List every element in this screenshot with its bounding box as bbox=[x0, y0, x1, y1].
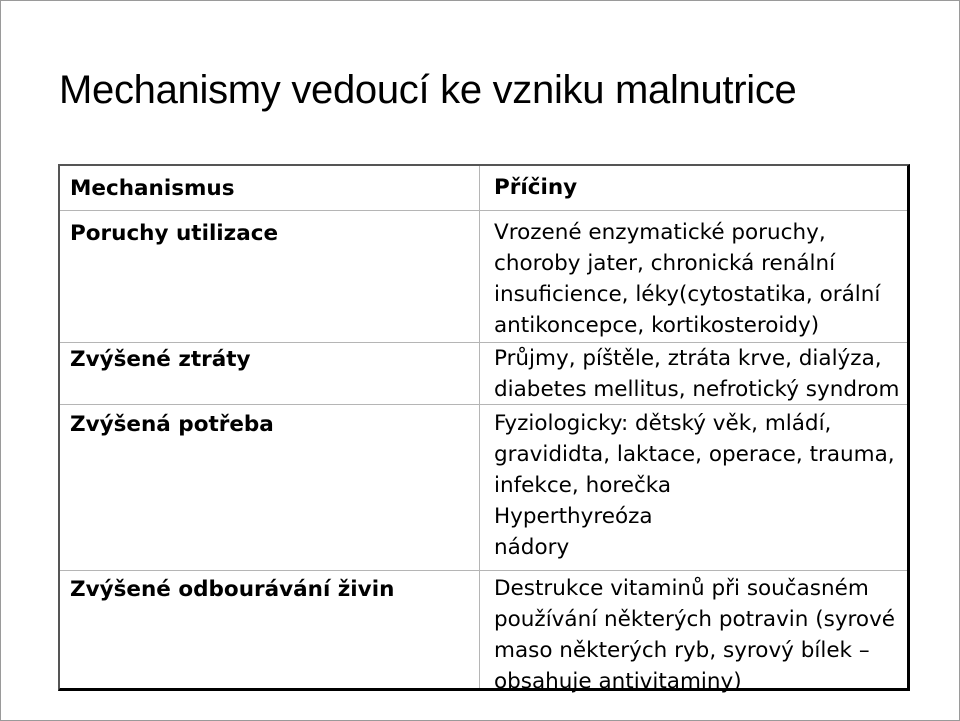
causes-cell bbox=[494, 343, 899, 405]
mechanism-cell: Poruchy utilizace bbox=[70, 221, 279, 246]
cause-line: Destrukce vitaminů při současném bbox=[494, 576, 869, 601]
cause-line: Průjmy, píštěle, ztráta krve, dialýza, bbox=[494, 346, 882, 371]
cause-line: infekce, horečka bbox=[494, 473, 672, 498]
mechanism-column bbox=[60, 166, 480, 688]
header-mechanism: Mechanismus bbox=[70, 176, 235, 201]
causes-cell bbox=[494, 573, 895, 697]
mechanism-table bbox=[58, 164, 910, 694]
cause-line: choroby jater, chronická renální bbox=[494, 251, 836, 276]
cause-line: insuficience, léky(cytostatika, orální bbox=[494, 282, 881, 307]
slide-title: Mechanismy vedoucí ke vzniku malnutrice bbox=[59, 68, 797, 112]
mechanism-cell: Zvýšené ztráty bbox=[70, 347, 251, 372]
mechanism-cell: Zvýšená potřeba bbox=[70, 412, 274, 437]
cause-line: obsahuje antivitaminy) bbox=[494, 669, 742, 694]
mechanism-cell: Zvýšené odbourávání živin bbox=[70, 577, 395, 602]
cause-line: gravididta, laktace, operace, trauma, bbox=[494, 442, 895, 467]
header-causes: Příčiny bbox=[494, 175, 578, 200]
cause-line: Hyperthyreóza bbox=[494, 504, 653, 529]
causes-cell bbox=[494, 217, 880, 341]
cause-line: používání některých potravin (syrové bbox=[494, 607, 896, 632]
cause-line: diabetes mellitus, nefrotický syndrom bbox=[494, 377, 900, 402]
cause-line: Vrozené enzymatické poruchy, bbox=[494, 220, 826, 245]
cause-line: maso některých ryb, syrový bílek – bbox=[494, 638, 870, 663]
causes-column bbox=[480, 166, 907, 694]
cause-line: Fyziologicky: dětský věk, mládí, bbox=[494, 411, 832, 436]
causes-cell bbox=[494, 408, 895, 563]
cause-line: antikoncepce, kortikosteroidy) bbox=[494, 313, 820, 338]
cause-line: nádory bbox=[494, 535, 570, 560]
